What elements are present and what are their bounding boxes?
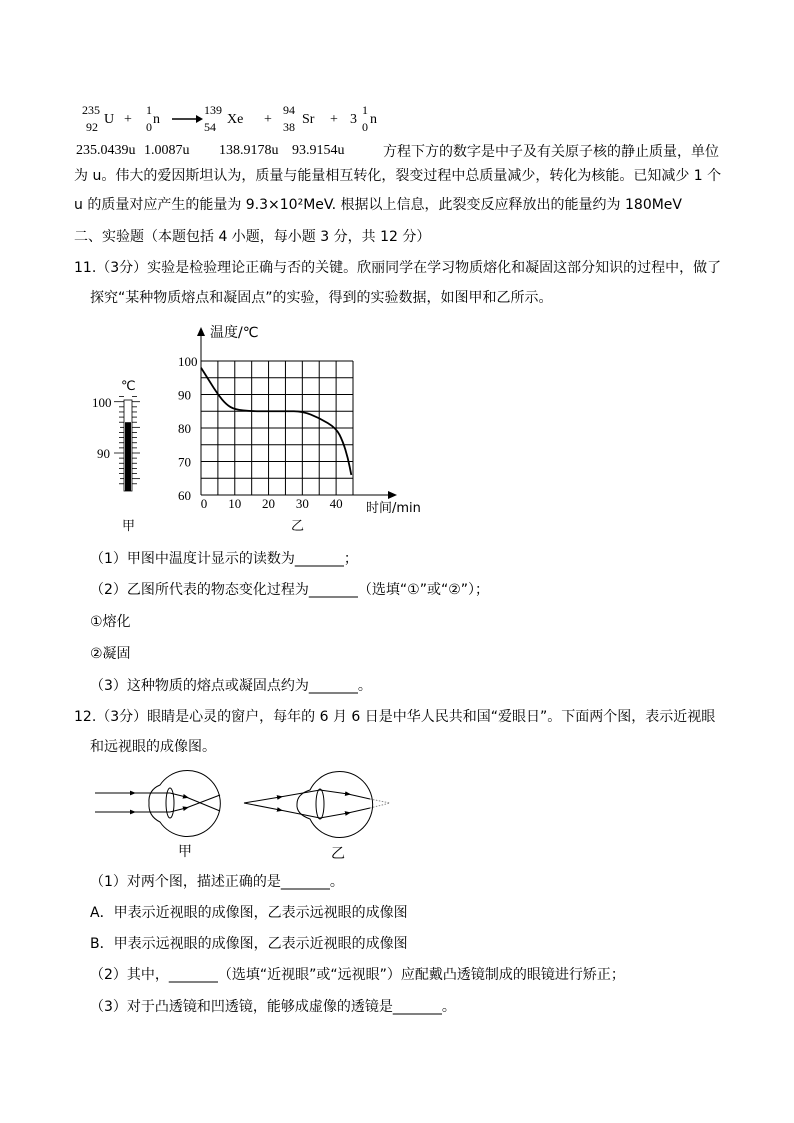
n-atomic-number: 0 bbox=[146, 120, 152, 134]
left-eye-caption: 甲 bbox=[178, 844, 192, 860]
paragraph-text: u 的质量对应产生的能量为 9.3×10²MeV. 根据以上信息，此裂变反应释放出的能量约为 180MeV bbox=[74, 197, 683, 213]
mass-value: 93.9154u bbox=[292, 143, 345, 158]
q11-figures bbox=[0, 0, 794, 560]
question-11-stem: 11.（3分）实验是检验理论正确与否的关键。欣丽同学在学习物质熔化和凝固这部分知识的过程中，做了 bbox=[74, 260, 722, 276]
x-tick-label: 30 bbox=[295, 496, 309, 511]
question-11-part-2: （2）乙图所代表的物态变化过程为_______（选填“①”或“②”）； bbox=[90, 582, 490, 598]
sr-symbol: Sr bbox=[302, 112, 315, 127]
x-tick-label: 10 bbox=[228, 496, 242, 511]
y-axis-arrow-icon bbox=[197, 327, 205, 336]
y-tick-label: 90 bbox=[178, 387, 191, 403]
option-solidifying: ②凝固 bbox=[90, 646, 131, 662]
y-tick-label: 60 bbox=[178, 488, 191, 503]
xe-atomic-number: 54 bbox=[204, 120, 216, 134]
thermometer-fluid bbox=[125, 422, 131, 491]
plus-sign: + bbox=[264, 112, 272, 127]
eye-diagrams bbox=[0, 760, 794, 870]
right-eye-caption: 乙 bbox=[331, 846, 345, 862]
myopia-eye-diagram bbox=[95, 771, 220, 837]
sr-mass-number: 94 bbox=[283, 103, 295, 117]
u-symbol: U bbox=[104, 112, 115, 127]
chart-caption: 乙 bbox=[291, 519, 305, 534]
paragraph-text: 为 u。伟大的爱因斯坦认为，质量与能量相互转化，裂变过程中总质量减少，转化为核能。已知减少 1 个 bbox=[74, 168, 722, 184]
x-tick-label: 0 bbox=[200, 496, 208, 511]
question-12-part-3: （3）对于凸透镜和凹透镜，能够成虚像的透镜是_______。 bbox=[90, 999, 456, 1015]
u-atomic-number: 92 bbox=[86, 120, 98, 134]
thermometer-caption: 甲 bbox=[122, 519, 136, 534]
mass-value: 1.0087u bbox=[144, 143, 190, 158]
n-symbol: n bbox=[370, 112, 377, 127]
y-axis-label: 温度/℃ bbox=[210, 325, 259, 341]
y-tick-label: 80 bbox=[178, 421, 191, 436]
eyeball-shape bbox=[149, 771, 220, 837]
mass-value: 138.9178u bbox=[219, 143, 279, 158]
question-12-stem: 和远视眼的成像图。 bbox=[90, 739, 216, 755]
option-a: A．甲表示近视眼的成像图，乙表示远视眼的成像图 bbox=[90, 905, 408, 921]
temperature-time-chart bbox=[178, 324, 421, 534]
y-tick-label: 70 bbox=[178, 454, 191, 470]
question-12-part-2: （2）其中，_______（选填“近视眼”或“远视眼”）应配戴凸透镜制成的眼镜进行矫正； bbox=[90, 967, 625, 983]
n-mass-number: 1 bbox=[146, 103, 152, 117]
thermo-label-90: 90 bbox=[97, 446, 110, 461]
plus-sign: + bbox=[124, 112, 132, 127]
xe-symbol: Xe bbox=[227, 112, 244, 127]
paragraph-text: 方程下方的数字是中子及有关原子核的静止质量，单位 bbox=[383, 144, 719, 160]
n-symbol: n bbox=[153, 112, 160, 127]
u-mass-number: 235 bbox=[82, 103, 100, 117]
n-mass-number: 1 bbox=[362, 103, 368, 117]
mass-value: 235.0439u bbox=[76, 143, 136, 158]
question-11-stem: 探究“某种物质熔点和凝固点”的实验，得到的实验数据，如图甲和乙所示。 bbox=[90, 290, 553, 306]
chart-grid bbox=[201, 361, 353, 495]
section-heading: 二、实验题（本题包括 4 小题，每小题 3 分，共 12 分） bbox=[74, 229, 431, 245]
eyeball-shape bbox=[297, 771, 373, 837]
eye-lens bbox=[316, 789, 324, 819]
question-11-part-3: （3）这种物质的熔点或凝固点约为_______。 bbox=[90, 678, 372, 694]
x-tick-label: 20 bbox=[262, 496, 276, 511]
x-axis-arrow-icon bbox=[388, 491, 397, 499]
x-axis-label: 时间/min bbox=[366, 501, 421, 516]
neutron-coefficient: 3 bbox=[350, 112, 357, 127]
x-tick-label: 40 bbox=[329, 496, 343, 511]
y-tick-label: 100 bbox=[178, 354, 198, 369]
celsius-unit: ℃ bbox=[121, 379, 136, 394]
plus-sign: + bbox=[330, 112, 338, 127]
option-melting: ①熔化 bbox=[90, 614, 131, 630]
n-atomic-number: 0 bbox=[362, 120, 368, 134]
question-12-stem: 12.（3分）眼睛是心灵的窗户，每年的 6 月 6 日是中华人民共和国“爱眼日”。下面两个图，表示近视眼 bbox=[74, 709, 716, 725]
question-11-part-1: （1）甲图中温度计显示的读数为_______； bbox=[90, 551, 358, 567]
temperature-curve bbox=[201, 368, 351, 475]
sr-atomic-number: 38 bbox=[283, 120, 295, 134]
thermo-label-100: 100 bbox=[92, 395, 112, 410]
hyperopia-eye-diagram bbox=[244, 771, 390, 837]
thermometer bbox=[92, 379, 140, 534]
xe-mass-number: 139 bbox=[204, 103, 222, 117]
question-12-part-1: （1）对两个图，描述正确的是_______。 bbox=[90, 874, 344, 890]
option-b: B．甲表示远视眼的成像图，乙表示近视眼的成像图 bbox=[90, 936, 408, 952]
